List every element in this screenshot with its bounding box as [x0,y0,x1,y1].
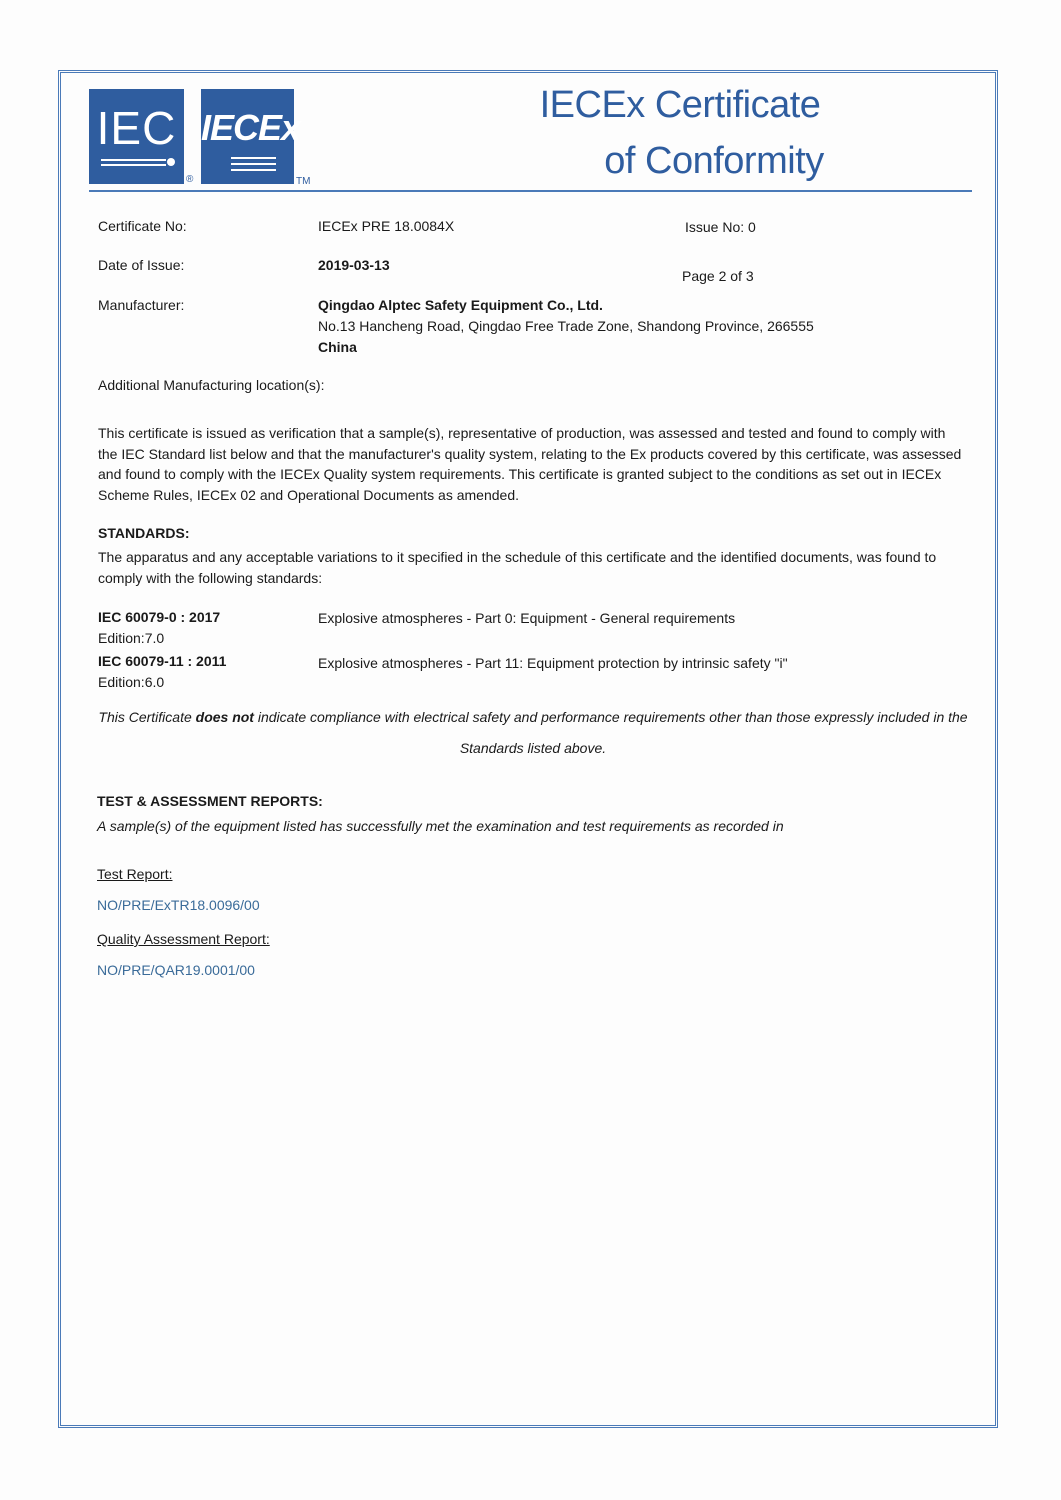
date-of-issue-label: Date of Issue: [98,257,185,273]
disclaimer-pre: This Certificate [98,709,196,725]
logo-line [231,163,276,165]
date-of-issue-value: 2019-03-13 [318,257,390,273]
test-report-label: Test Report: [97,866,173,882]
logo-line [101,159,166,161]
page-number: Page 2 of 3 [682,268,754,284]
iec-logo-text: IEC [96,102,177,154]
certificate-no-label: Certificate No: [98,218,187,234]
logo-line [231,169,276,171]
test-report-link[interactable]: NO/PRE/ExTR18.0096/00 [97,897,260,913]
logo-dot [167,158,175,166]
logo-line [101,164,166,166]
iecex-logo [201,89,301,184]
registered-mark: ® [186,174,194,185]
disclaimer-line-1 [98,709,968,725]
iecex-logo-text: IECEx [201,107,301,148]
manufacturer-label: Manufacturer: [98,297,185,313]
iec-logo [89,89,184,184]
standard-edition: Edition:6.0 [98,674,165,690]
manufacturer-name: Qingdao Alptec Safety Equipment Co., Ltd. [318,297,603,313]
certificate-statement: This certificate is issued as verification that a sample(s), representative of production, was assessed and tested and found to comply with the IEC Standard list below and that the manufacturer's quality system, relating to the Ex products covered by this certificate, was assessed and found to comply with the IECEx Quality system requirements. This certificate is granted subject to the conditions as set out in IECEx Scheme Rules, IECEx 02 and Operational Documents as amended. [98,425,962,503]
disclaimer-line-2: Standards listed above. [459,740,607,756]
logo-line [231,157,276,159]
issue-no: Issue No: 0 [685,219,756,235]
reports-heading: TEST & ASSESSMENT REPORTS: [97,793,323,809]
title-rule [89,190,972,192]
tm-mark: TM [296,176,311,187]
standard-description: Explosive atmospheres - Part 11: Equipment protection by intrinsic safety "i" [318,655,788,671]
qar-label: Quality Assessment Report: [97,931,270,947]
standard-edition: Edition:7.0 [98,630,165,646]
disclaimer-post: indicate compliance with electrical safety and performance requirements other than those expressly included in the [253,709,968,725]
standards-intro: The apparatus and any acceptable variations to it specified in the schedule of this certificate and the identified documents, was found to comply with the following standards: [98,549,937,586]
manufacturer-address: No.13 Hancheng Road, Qingdao Free Trade Zone, Shandong Province, 266555 [318,318,814,334]
title-line-2: of Conformity [604,140,824,182]
reports-intro: A sample(s) of the equipment listed has successfully met the examination and test requirements as recorded in [97,818,784,834]
certificate-no-value: IECEx PRE 18.0084X [318,218,455,234]
title-line-1: IECEx Certificate [539,84,821,126]
standard-code: IEC 60079-0 : 2017 [98,609,221,625]
standards-heading: STANDARDS: [98,525,190,541]
manufacturer-country: China [318,339,357,355]
additional-locations-label: Additional Manufacturing location(s): [98,377,325,393]
standard-code: IEC 60079-11 : 2011 [98,653,227,669]
disclaimer-bold: does not [195,709,254,725]
standard-description: Explosive atmospheres - Part 0: Equipment - General requirements [318,610,736,626]
qar-link[interactable]: NO/PRE/QAR19.0001/00 [97,962,255,978]
